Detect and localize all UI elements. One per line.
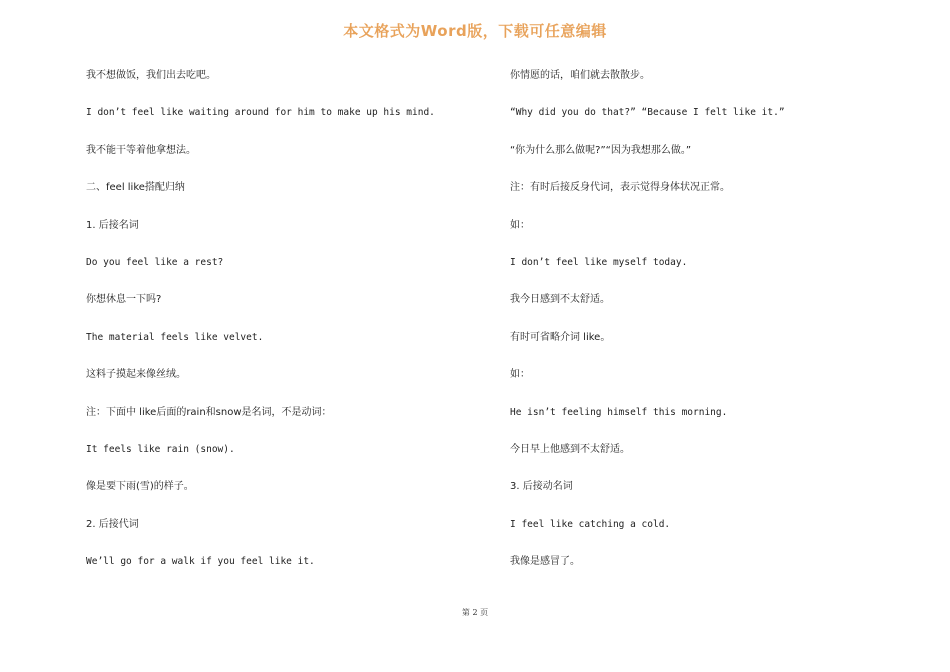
text-line: We’ll go for a walk if you feel like it.: [86, 556, 315, 568]
note-line: 注：下面中 like后面的rain和snow是名词，不是动词：: [86, 406, 332, 418]
left-column: [86, 66, 486, 589]
text-line: He isn’t feeling himself this morning.: [510, 406, 728, 418]
text-line: 你情愿的话，咱们就去散散步。: [510, 70, 650, 81]
text-line: 你想休息一下吗?: [86, 294, 162, 306]
text-line: The material feels like velvet.: [86, 331, 264, 343]
text-line: I don’t feel like myself today.: [510, 256, 688, 268]
text-line: Do you feel like a rest?: [86, 256, 224, 268]
text-line: I feel like catching a cold.: [510, 518, 671, 530]
section-heading: 二、feel like搭配归纳: [86, 182, 185, 194]
text-line: 我今日感到不太舒适。: [510, 294, 610, 306]
text-line: 我不能干等着他拿想法。: [86, 144, 196, 156]
text-line: “Why did you do that?” “Because I felt like it.”: [510, 107, 785, 119]
note-line: 注：有时后接反身代词，表示觉得身体状况正常。: [510, 182, 730, 194]
text-line: 我不想做饭，我们出去吃吧。: [86, 70, 216, 81]
text-line: “你为什么那么做呢?”“因为我想那么做。”: [510, 144, 692, 156]
text-line: 这料子摸起来像丝绒。: [86, 369, 186, 381]
right-column: [510, 66, 930, 589]
text-line: 如：: [510, 219, 530, 231]
text-line: 有时可省略介词 like。: [510, 331, 611, 343]
text-line: 如：: [510, 369, 530, 381]
text-line: It feels like rain (snow).: [86, 443, 235, 455]
page-number: 第 2 页: [461, 608, 489, 617]
text-line: 我像是感冒了。: [510, 556, 580, 568]
text-line: 像是要下雨(雪)的样子。: [86, 481, 194, 493]
subsection-heading: 3. 后接动名词: [510, 481, 573, 493]
text-line: 今日早上他感到不太舒适。: [510, 443, 630, 455]
subsection-heading: 2. 后接代词: [86, 518, 139, 530]
subsection-heading: 1. 后接名词: [86, 219, 139, 231]
document-banner: 本文格式为Word版，下载可任意编辑: [343, 22, 607, 40]
text-line: I don’t feel like waiting around for him to make up his mind.: [86, 107, 435, 119]
